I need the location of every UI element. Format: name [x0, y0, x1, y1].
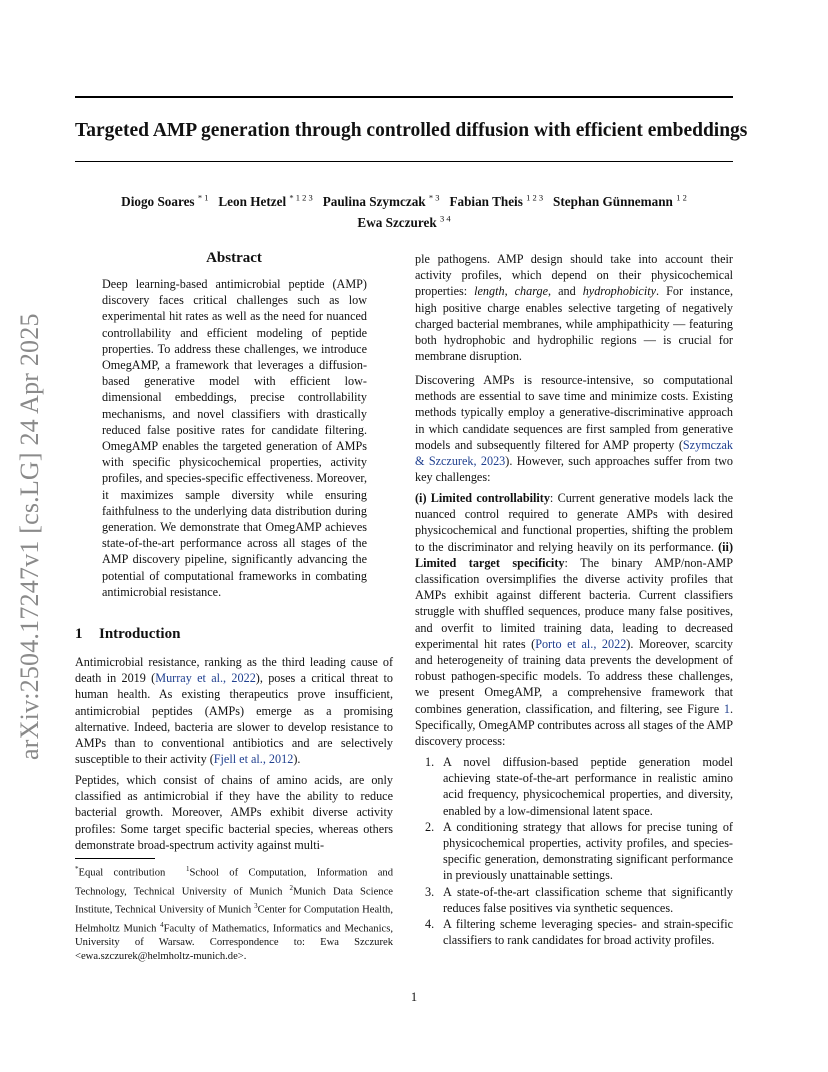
- author: Stephan Günnemann $^{1 2}$: [553, 193, 687, 210]
- contributions-list: [415, 754, 733, 948]
- citation-link[interactable]: Murray et al., 2022: [155, 671, 256, 686]
- author-line-2: [75, 210, 733, 230]
- abstract-heading: Abstract: [206, 250, 262, 266]
- list-item: 4. A filtering scheme leveraging species- and strain-specific classifiers to rank candidates for broad activity profiles.: [425, 917, 733, 948]
- section-heading: [75, 626, 180, 643]
- right-paragraph-3: (i) Limited controllability: Current generative models lack the nuanced control required to generate AMPs with desired physicochemical and functional properties, shifting the problem to the discriminator and relying heavily on its performance. (ii) Limited target specificity: The binary AMP/non-AMP classification oversimplifies the diverse activity profiles that AMPs exhibit against different bacteria. Current classifiers struggle with shuffled sequences, produce many false positives, and overfit to limited training data, leading to decreased experimental hit rates (Porto et al., 2022). Moreover, scarcity and heterogeneity of training data prevents the development of robust pathogen-specific models. To address these challenges, we present OmegAMP, a comprehensive framework that combines generation, classification, and filtering, see Figure 1. Specifically, OmegAMP contributes across all stages of the AMP discovery process:: [415, 491, 733, 749]
- intro-paragraph-1: Antimicrobial resistance, ranking as the third leading cause of death in 2019 (Murray et al., 2022), poses a critical threat to human health. As existing therapeutics prove insufficient, antimicrobial peptides (AMPs) emerge as a promising alternative. Indeed, bacteria are slower to develop resistance to AMPs than to conventional antibiotics and are selectively susceptible to their activity (Fjell et al., 2012).: [75, 655, 393, 767]
- intro-paragraph-2: Peptides, which consist of chains of amino acids, are only classified as antimicrobial if they have the ability to reduce bacterial growth. Moreover, AMPs exhibit diverse activity profiles: Some target specific bacterial species, whereas others demonstrate broad-spectrum activity against multi-: [75, 773, 393, 852]
- author: Fabian Theis $^{1 2 3}$: [449, 193, 544, 210]
- citation-link[interactable]: Porto et al., 2022: [535, 636, 627, 651]
- affiliation-footnote: *Equal contribution $^1$School of Computation, Information and Technology, Technical University of Munich $^2$Munich Data Science Institute, Technical University of Munich $^3$Center for Computation Health, Helmholtz Munich $^4$Faculty of Mathematics, Informatics and Mechanics, University of Warsaw. Correspondence to: Ewa Szczurek <ewa.szczurek@helmholtz-munich.de>.: [75, 865, 394, 963]
- author: Paulina Szymczak $^{* 3}$: [322, 193, 440, 210]
- author: Leon Hetzel $^{* 1 2 3}$: [218, 193, 313, 210]
- paper-title: Targeted AMP generation through controlled diffusion with efficient embeddings: [75, 120, 748, 141]
- author: Ewa Szczurek $^{3 4}$: [357, 213, 451, 230]
- author-list: [75, 190, 733, 231]
- section-title: Introduction: [99, 626, 181, 642]
- top-rule: [75, 96, 733, 98]
- citation-link[interactable]: Fjell et al., 2012: [213, 752, 294, 767]
- section-number: 1: [75, 626, 83, 642]
- citation-link[interactable]: Szymczak & Szczurek, 2023: [415, 437, 733, 469]
- page-number: 1: [410, 990, 418, 1004]
- footnote-rule: [75, 858, 155, 859]
- right-paragraph-1: ple pathogens. AMP design should take into account their activity profiles, which depend on their physicochemical properties: length, charge, and hydrophobicity. For instance, high positive charge enables selective targeting of negatively charged bacterial membranes, while amphipathicity — featuring both hydrophobic and hydrophilic regions — is crucial for membrane disruption.: [415, 252, 733, 364]
- right-paragraph-2: Discovering AMPs is resource-intensive, so computational methods are essential to save time and minimize costs. Existing methods typically employ a generative-discriminative approach in which candidate sequences are first sampled from generative models and subsequently filtered for AMP property (Szymczak & Szczurek, 2023). However, such approaches suffer from two key challenges:: [415, 373, 733, 485]
- list-item: 2. A conditioning strategy that allows for precise tuning of physicochemical properties, activity profiles, and species-specific generation, demonstrating significant performance in previously unattainable settings.: [425, 819, 733, 883]
- arxiv-stamp: arXiv:2504.17247v1 [cs.LG] 24 Apr 2025: [15, 313, 44, 760]
- title-bottom-rule: [75, 161, 733, 162]
- abstract-text: Deep learning-based antimicrobial peptide (AMP) discovery faces critical challenges such as low experimental hit rates as well as the need for nuanced controllability and efficient modeling of peptide properties. To address these challenges, we introduce OmegAMP, a framework that leverages a diffusion-based generative model with efficient low-dimensional embeddings, precise controllability mechanisms, and novel classifiers with drastically reduced false positive rates for candidate filtering. OmegAMP enables the targeted generation of AMPs with specific physicochemical properties, activity profiles, and species-specific effectiveness. Moreover, it maximizes sample diversity while ensuring faithfulness to the underlying data distribution during generation. We demonstrate that OmegAMP achieves state-of-the-art performance across all stages of the AMP discovery pipeline, significantly advancing the potential of computational frameworks in combating antimicrobial resistance.: [102, 277, 367, 599]
- figure-link[interactable]: 1: [723, 701, 730, 716]
- list-item: 1. A novel diffusion-based peptide generation model achieving state-of-the-art performance in realistic amino acid frequency, physicochemical properties, and diversity, enabled by a low-dimensional latent space.: [425, 755, 733, 818]
- author-line-1: [75, 190, 733, 210]
- list-item: 3. A state-of-the-art classification scheme that significantly reduces false positives via synthetic sequences.: [425, 884, 733, 915]
- author: Diogo Soares $^{* 1}$: [121, 193, 209, 210]
